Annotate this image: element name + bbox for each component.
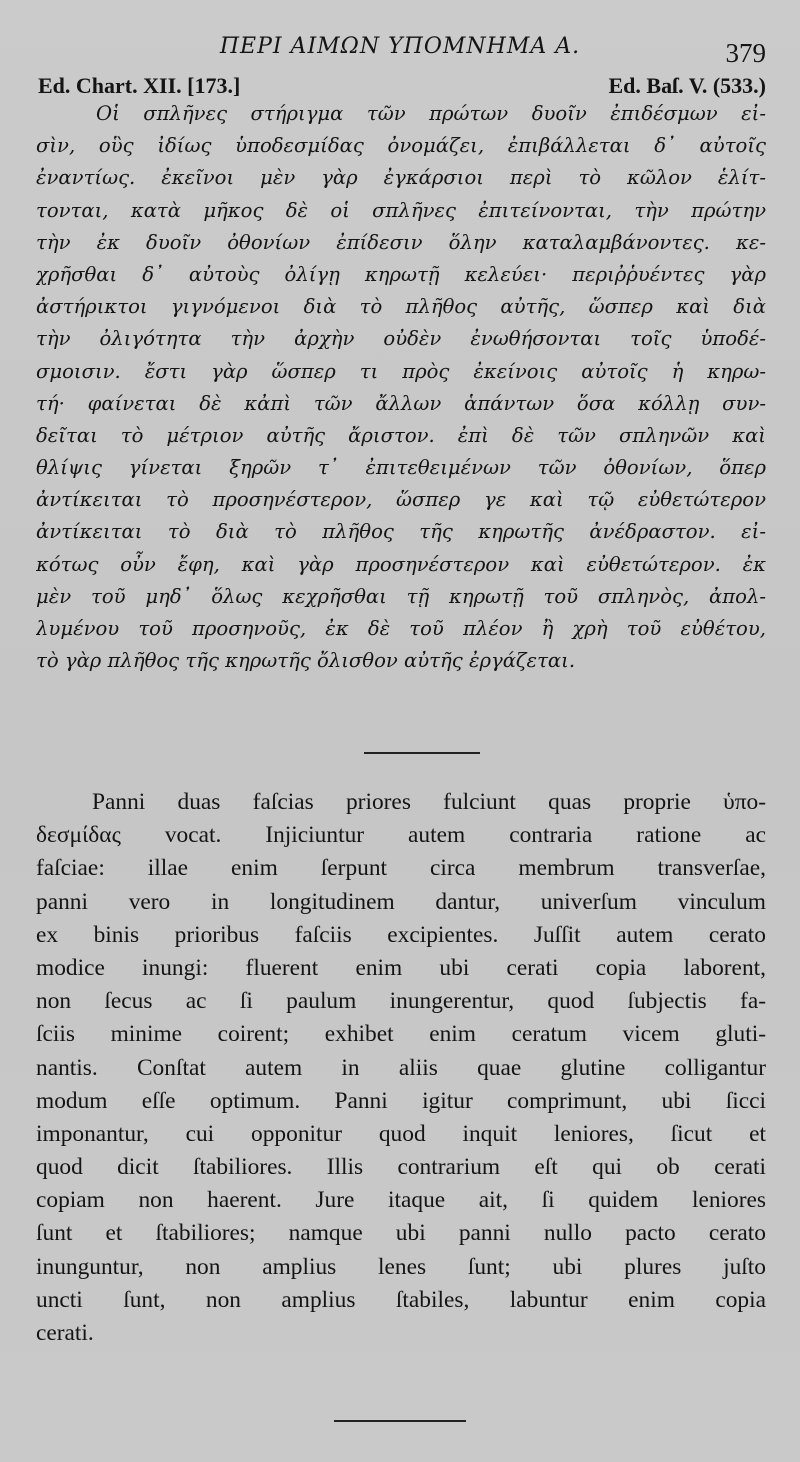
running-title: ΠΕΡΙ ΑΙΜΩΝ ΥΠΟΜΝΗΜΑ Α. [219,34,581,59]
greek-line: κότως οὖν ἔφη, καὶ γὰρ προσηνέστερον καὶ εὐθετώτερον. ἐκ [36,552,766,576]
greek-line: ἀντίκειται τὸ διὰ τὸ πλῆθος τῆς κηρωτῆς ἀνέδραστον. εἰ- [36,520,766,544]
latin-line: faſciae: illae enim ſerpunt circa membrum transverſae, [36,855,766,882]
greek-line: θλίψις γίνεται ξηρῶν τ᾽ ἐπιτεθειμένων τῶν ὀθονίων, ὅπερ [36,456,766,480]
latin-line: ſunt et ſtabiliores; namque ubi panni nullo pacto cerato [36,1220,766,1247]
greek-line: τὴν ὀλιγότητα τὴν ἀρχὴν οὐδὲν ἐνωθήσονται τοῖς ὑποδέ- [36,327,766,351]
latin-line: δεσμίδας vocat. Injiciuntur autem contraria ratione ac [36,822,766,849]
greek-text [36,98,766,677]
section-end-divider [334,1420,466,1422]
edition-reference-chartier: Ed. Chart. XII. [173.] [38,73,241,98]
latin-line: copiam non haerent. Jure itaque ait, ſi quidem leniores [36,1187,766,1214]
greek-line: ἐναντίως. ἐκεῖνοι μὲν γὰρ ἐγκάρσιοι περὶ τὸ κῶλον ἑλίτ- [36,166,766,190]
latin-line: ſciis minime coirent; exhibet enim ceratum vicem gluti- [36,1021,766,1048]
greek-line: τονται, κατὰ μῆκος δὲ οἱ σπλῆνες ἐπιτείνονται, τὴν πρώτην [36,198,766,222]
edition-reference-basel: Ed. Baſ. V. (533.) [608,73,766,98]
latin-line: panni vero in longitudinem dantur, univerſum vinculum [36,888,766,915]
latin-line: inunguntur, non amplius lenes ſunt; ubi plures juſto [36,1253,766,1280]
latin-translation [36,786,766,1350]
latin-line: Panni duas faſcias priores fulciunt quas proprie ὑπο- [92,789,766,815]
latin-line: non ſecus ac ſi paulum inungerentur, quod ſubjectis fa- [36,988,766,1015]
section-divider [364,752,480,754]
greek-line: τὸ γὰρ πλῆθος τῆς κηρωτῆς ὄλισθον αὐτῆς ἐργάζεται. [36,649,576,673]
latin-line: cerati. [36,1320,94,1346]
greek-line: μὲν τοῦ μηδ᾽ ὅλως κεχρῆσθαι τῇ κηρωτῇ τοῦ σπληνὸς, ἀπολ- [36,584,766,608]
greek-line: τή· φαίνεται δὲ κἀπὶ τῶν ἄλλων ἁπάντων ὅσα κόλλῃ συν- [36,391,766,415]
latin-line: uncti ſunt, non amplius ſtabiles, labuntur enim copia [36,1286,766,1313]
greek-line: σὶν, οὓς ἰδίως ὑποδεσμίδας ὀνομάζει, ἐπιβάλλεται δ᾽ αὐτοῖς [36,134,766,158]
latin-line: quod dicit ſtabiliores. Illis contrarium eſt qui ob cerati [36,1154,766,1181]
greek-line: Οἱ σπλῆνες στήριγμα τῶν πρώτων δυοῖν ἐπιδέσμων εἰ- [96,102,766,125]
latin-line: modice inungi: fluerent enim ubi cerati copia laborent, [36,954,766,981]
greek-line: τὴν ἐκ δυοῖν ὀθονίων ἐπίδεσιν ὅλην καταλαμβάνοντες. κε- [36,230,766,254]
latin-line: nantis. Conſtat autem in aliis quae glutine colligantur [36,1054,766,1081]
greek-line: χρῆσθαι δ᾽ αὐτοὺς ὀλίγῃ κηρωτῇ κελεύει· περιῤῥυέντες γὰρ [36,262,766,286]
greek-line: ἀστήρικτοι γιγνόμενοι διὰ τὸ πλῆθος αὐτῆς, ὥσπερ καὶ διὰ [36,295,766,319]
latin-line: ex binis prioribus faſciis excipientes. Juſſit autem cerato [36,921,766,948]
page-number: 379 [725,38,766,68]
greek-line: σμοισιν. ἔστι γὰρ ὥσπερ τι πρὸς ἐκείνοις αὐτοῖς ἡ κηρω- [36,359,766,383]
greek-line: δεῖται τὸ μέτριον αὐτῆς ἄριστον. ἐπὶ δὲ τῶν σπληνῶν καὶ [36,423,766,447]
latin-line: modum eſſe optimum. Panni igitur comprimunt, ubi ſicci [36,1087,766,1114]
greek-line: ἀντίκειται τὸ προσηνέστερον, ὥσπερ γε καὶ τῷ εὐθετώτερον [36,488,766,512]
latin-line: imponantur, cui opponitur quod inquit leniores, ſicut et [36,1120,766,1147]
greek-line: λυμένου τοῦ προσηνοῦς, ἐκ δὲ τοῦ πλέον ἢ χρὴ τοῦ εὐθέτου, [36,617,766,640]
